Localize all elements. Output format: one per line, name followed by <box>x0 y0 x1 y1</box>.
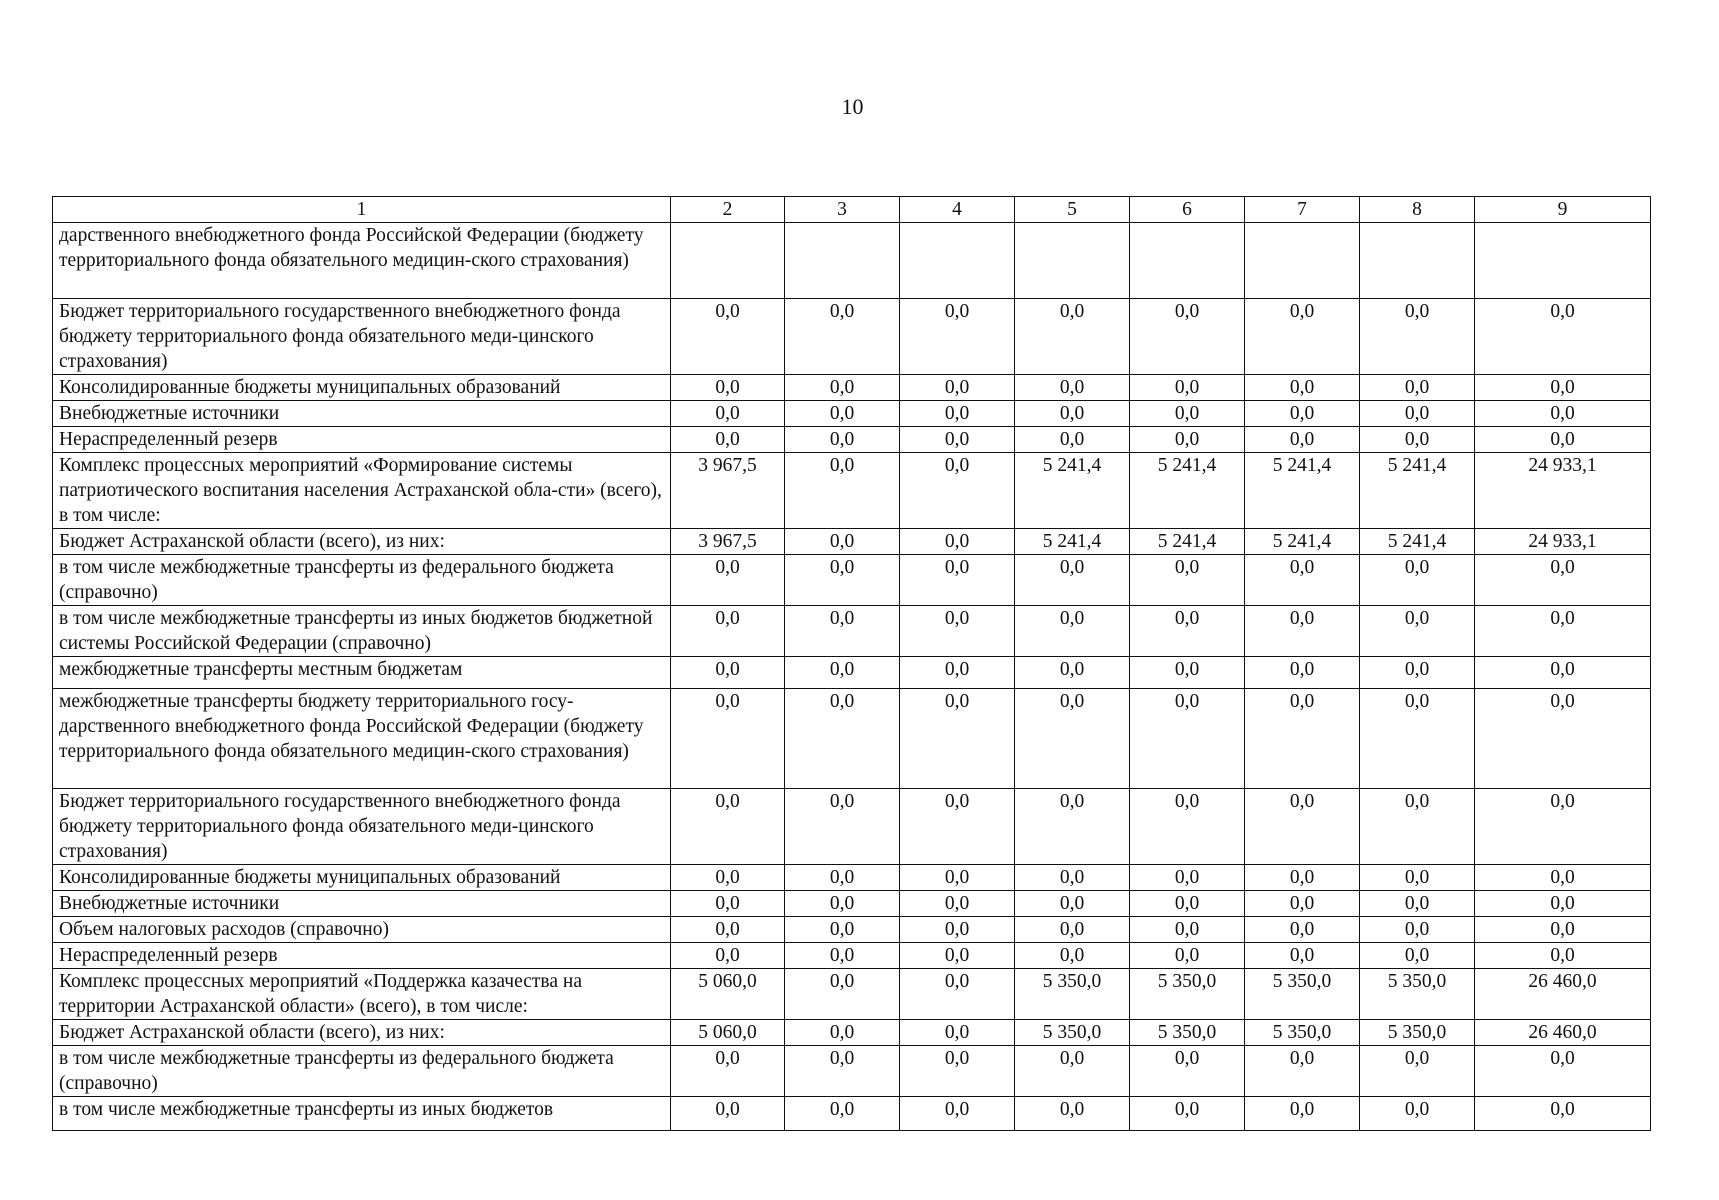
table-cell: 5 241,4 <box>1015 529 1130 555</box>
table-row <box>53 555 1651 606</box>
table-cell: 0,0 <box>671 789 785 865</box>
column-header: 5 <box>1015 197 1130 223</box>
table-cell: 0,0 <box>1015 789 1130 865</box>
table-cell: 0,0 <box>671 427 785 453</box>
row-label: в том числе межбюджетные трансферты из федерального бюджета (справочно) <box>53 555 671 606</box>
table-cell: 0,0 <box>785 1046 900 1097</box>
table-cell: 0,0 <box>1475 1097 1651 1131</box>
table-row <box>53 401 1651 427</box>
row-label: Комплекс процессных мероприятий «Поддержка казачества на территории Астраханской области» (всего), в том числе: <box>53 969 671 1020</box>
table-cell: 0,0 <box>785 969 900 1020</box>
table-cell: 0,0 <box>785 606 900 657</box>
page-number: 10 <box>841 94 864 119</box>
row-label: Объем налоговых расходов (справочно) <box>53 917 671 943</box>
table-cell: 0,0 <box>1475 401 1651 427</box>
table-cell: 0,0 <box>671 917 785 943</box>
table-cell: 5 350,0 <box>1245 1020 1360 1046</box>
table-cell <box>785 223 900 299</box>
table-cell: 0,0 <box>1475 689 1651 789</box>
table-cell: 0,0 <box>1245 1097 1360 1131</box>
table-cell: 0,0 <box>1360 917 1475 943</box>
table-cell: 5 241,4 <box>1360 529 1475 555</box>
table-cell: 0,0 <box>785 789 900 865</box>
column-header: 6 <box>1130 197 1245 223</box>
table-cell: 0,0 <box>1015 606 1130 657</box>
table-cell: 0,0 <box>900 891 1015 917</box>
table-cell: 3 967,5 <box>671 529 785 555</box>
table-cell: 0,0 <box>671 401 785 427</box>
column-header: 4 <box>900 197 1015 223</box>
table-cell: 0,0 <box>1360 789 1475 865</box>
table-cell: 5 060,0 <box>671 1020 785 1046</box>
table-cell: 0,0 <box>1360 1046 1475 1097</box>
row-label: Консолидированные бюджеты муниципальных образований <box>53 375 671 401</box>
table-cell: 0,0 <box>1245 299 1360 375</box>
table-cell: 0,0 <box>671 891 785 917</box>
table-cell: 0,0 <box>1130 657 1245 689</box>
table-cell: 5 241,4 <box>1130 453 1245 529</box>
table-cell: 0,0 <box>1015 891 1130 917</box>
table-cell: 0,0 <box>785 891 900 917</box>
table-cell: 0,0 <box>1130 865 1245 891</box>
table-cell: 0,0 <box>671 657 785 689</box>
table-row <box>53 299 1651 375</box>
table-row <box>53 789 1651 865</box>
table-row <box>53 1097 1651 1131</box>
table-cell: 5 241,4 <box>1130 529 1245 555</box>
table-cell: 0,0 <box>1360 299 1475 375</box>
table-row <box>53 865 1651 891</box>
column-header: 7 <box>1245 197 1360 223</box>
table-cell: 0,0 <box>900 943 1015 969</box>
table-cell: 0,0 <box>785 943 900 969</box>
table-cell: 5 350,0 <box>1015 1020 1130 1046</box>
table-row <box>53 1020 1651 1046</box>
table-header-row <box>53 197 1651 223</box>
table-cell: 0,0 <box>1015 1097 1130 1131</box>
table-cell: 0,0 <box>1475 375 1651 401</box>
row-label: Нераспределенный резерв <box>53 943 671 969</box>
table-row <box>53 657 1651 689</box>
table-cell: 0,0 <box>785 1020 900 1046</box>
table-cell: 0,0 <box>900 1097 1015 1131</box>
table-cell: 0,0 <box>900 427 1015 453</box>
row-label: Бюджет Астраханской области (всего), из них: <box>53 1020 671 1046</box>
table-cell: 0,0 <box>1130 789 1245 865</box>
table-cell: 0,0 <box>785 529 900 555</box>
table-body <box>53 197 1651 1131</box>
table-cell: 0,0 <box>900 529 1015 555</box>
table-cell: 5 241,4 <box>1245 529 1360 555</box>
table-cell: 0,0 <box>1130 401 1245 427</box>
table-cell: 0,0 <box>1245 865 1360 891</box>
table-cell: 0,0 <box>1475 943 1651 969</box>
table-row <box>53 223 1651 299</box>
table-cell: 0,0 <box>785 555 900 606</box>
table-row <box>53 943 1651 969</box>
table-cell: 0,0 <box>1130 891 1245 917</box>
table-cell: 5 350,0 <box>1360 1020 1475 1046</box>
table-cell <box>900 223 1015 299</box>
table-cell: 0,0 <box>1360 1097 1475 1131</box>
row-label: Внебюджетные источники <box>53 401 671 427</box>
table-cell: 0,0 <box>1245 657 1360 689</box>
table-cell: 0,0 <box>785 375 900 401</box>
table-cell: 0,0 <box>1360 689 1475 789</box>
table-cell: 0,0 <box>900 453 1015 529</box>
row-label: межбюджетные трансферты местным бюджетам <box>53 657 671 689</box>
table-cell: 0,0 <box>1015 943 1130 969</box>
table-cell: 0,0 <box>1245 401 1360 427</box>
table-cell: 0,0 <box>785 917 900 943</box>
table-cell: 0,0 <box>1245 555 1360 606</box>
table-cell: 0,0 <box>1245 917 1360 943</box>
table-cell: 0,0 <box>671 1046 785 1097</box>
table-cell: 5 060,0 <box>671 969 785 1020</box>
row-label: Комплекс процессных мероприятий «Формирование системы патриотического воспитания населения Астраханской обла-сти» (всего), в том числе: <box>53 453 671 529</box>
table-cell: 0,0 <box>1130 1097 1245 1131</box>
table-cell: 0,0 <box>1130 606 1245 657</box>
table-cell: 0,0 <box>1015 917 1130 943</box>
table-cell: 0,0 <box>1015 427 1130 453</box>
table-cell: 0,0 <box>1475 555 1651 606</box>
table-cell: 0,0 <box>1245 943 1360 969</box>
table-row <box>53 427 1651 453</box>
table-cell <box>1475 223 1651 299</box>
table-cell: 0,0 <box>900 299 1015 375</box>
table-cell: 0,0 <box>671 865 785 891</box>
table-cell: 0,0 <box>900 689 1015 789</box>
table-cell: 0,0 <box>1130 1046 1245 1097</box>
row-label: межбюджетные трансферты бюджету территориального госу-дарственного внебюджетного фонда Российской Федерации (бюджету территориального фонда обязательного медицин-ского страхования) <box>53 689 671 789</box>
table-cell: 0,0 <box>671 689 785 789</box>
row-label: в том числе межбюджетные трансферты из федерального бюджета (справочно) <box>53 1046 671 1097</box>
table-cell: 5 241,4 <box>1245 453 1360 529</box>
table-cell: 0,0 <box>1130 375 1245 401</box>
table-cell: 0,0 <box>900 789 1015 865</box>
table-cell: 0,0 <box>1360 606 1475 657</box>
table-cell: 5 350,0 <box>1360 969 1475 1020</box>
table-cell: 0,0 <box>1360 555 1475 606</box>
table-cell: 0,0 <box>671 299 785 375</box>
table-cell: 0,0 <box>900 865 1015 891</box>
table-cell: 0,0 <box>1015 1046 1130 1097</box>
table-cell <box>1130 223 1245 299</box>
table-cell: 0,0 <box>785 865 900 891</box>
table-row <box>53 969 1651 1020</box>
table-cell: 0,0 <box>1245 1046 1360 1097</box>
table-cell: 0,0 <box>1360 891 1475 917</box>
table-cell: 0,0 <box>785 689 900 789</box>
table-cell: 0,0 <box>671 606 785 657</box>
table-cell: 0,0 <box>1015 401 1130 427</box>
column-header: 9 <box>1475 197 1651 223</box>
table-cell: 0,0 <box>785 453 900 529</box>
table-cell: 0,0 <box>900 969 1015 1020</box>
table-cell: 0,0 <box>1360 865 1475 891</box>
budget-table <box>52 196 1651 1131</box>
table-cell: 0,0 <box>785 401 900 427</box>
table-cell: 0,0 <box>1015 689 1130 789</box>
table-cell: 0,0 <box>1130 427 1245 453</box>
table-row <box>53 529 1651 555</box>
row-label: Нераспределенный резерв <box>53 427 671 453</box>
table-cell: 5 350,0 <box>1130 1020 1245 1046</box>
table-cell: 0,0 <box>1475 1046 1651 1097</box>
table-cell: 0,0 <box>671 555 785 606</box>
table-cell: 0,0 <box>671 943 785 969</box>
table-cell: 0,0 <box>1130 555 1245 606</box>
table-cell: 0,0 <box>1245 427 1360 453</box>
table-cell: 0,0 <box>1360 657 1475 689</box>
table-cell: 0,0 <box>1245 891 1360 917</box>
table-cell: 5 350,0 <box>1245 969 1360 1020</box>
table-cell <box>1360 223 1475 299</box>
table-cell: 0,0 <box>1475 865 1651 891</box>
table-cell: 0,0 <box>1015 375 1130 401</box>
table-cell: 0,0 <box>1015 657 1130 689</box>
table-cell: 0,0 <box>1475 427 1651 453</box>
table-row <box>53 375 1651 401</box>
table-cell: 3 967,5 <box>671 453 785 529</box>
row-label: Бюджет территориального государственного внебюджетного фонда бюджету территориального фонда обязательного меди-цинского страхования) <box>53 789 671 865</box>
table-cell: 0,0 <box>1015 299 1130 375</box>
table-row <box>53 917 1651 943</box>
table-cell: 26 460,0 <box>1475 969 1651 1020</box>
table-cell: 0,0 <box>1245 789 1360 865</box>
table-cell: 0,0 <box>785 1097 900 1131</box>
table-cell: 0,0 <box>1360 943 1475 969</box>
table-cell <box>1015 223 1130 299</box>
table-cell: 0,0 <box>1475 657 1651 689</box>
table-cell: 0,0 <box>900 606 1015 657</box>
table-cell: 0,0 <box>785 299 900 375</box>
table-cell: 0,0 <box>900 1020 1015 1046</box>
row-label: Внебюджетные источники <box>53 891 671 917</box>
table-cell: 5 241,4 <box>1360 453 1475 529</box>
table-cell <box>1245 223 1360 299</box>
row-label: в том числе межбюджетные трансферты из иных бюджетов бюджетной системы Российской Федерации (справочно) <box>53 606 671 657</box>
table-cell: 0,0 <box>900 657 1015 689</box>
table-cell: 26 460,0 <box>1475 1020 1651 1046</box>
row-label: Консолидированные бюджеты муниципальных образований <box>53 865 671 891</box>
table-cell: 5 350,0 <box>1130 969 1245 1020</box>
table-cell: 0,0 <box>1130 689 1245 789</box>
table-cell: 0,0 <box>1475 606 1651 657</box>
table-cell: 0,0 <box>900 555 1015 606</box>
table-cell: 0,0 <box>900 401 1015 427</box>
table-row <box>53 1046 1651 1097</box>
table-cell: 0,0 <box>1245 689 1360 789</box>
column-header: 3 <box>785 197 900 223</box>
table-cell: 5 241,4 <box>1015 453 1130 529</box>
column-header: 1 <box>53 197 671 223</box>
table-cell: 0,0 <box>1475 891 1651 917</box>
column-header: 8 <box>1360 197 1475 223</box>
table-cell <box>671 223 785 299</box>
column-header: 2 <box>671 197 785 223</box>
table-cell: 24 933,1 <box>1475 529 1651 555</box>
table-cell: 0,0 <box>1360 427 1475 453</box>
table-cell: 0,0 <box>785 427 900 453</box>
table-row <box>53 606 1651 657</box>
table-cell: 0,0 <box>1245 606 1360 657</box>
table-cell: 0,0 <box>1475 917 1651 943</box>
table-cell: 0,0 <box>671 375 785 401</box>
table-cell: 0,0 <box>785 657 900 689</box>
table-cell: 0,0 <box>900 1046 1015 1097</box>
table-cell: 0,0 <box>671 1097 785 1131</box>
table-cell: 0,0 <box>1130 943 1245 969</box>
row-label: в том числе межбюджетные трансферты из иных бюджетов <box>53 1097 671 1131</box>
table-cell: 24 933,1 <box>1475 453 1651 529</box>
table-cell: 0,0 <box>1360 375 1475 401</box>
table-cell: 0,0 <box>1015 865 1130 891</box>
table-cell: 0,0 <box>1475 299 1651 375</box>
table-row <box>53 453 1651 529</box>
table-cell: 0,0 <box>1130 917 1245 943</box>
table-cell: 0,0 <box>1475 789 1651 865</box>
table-cell: 0,0 <box>900 375 1015 401</box>
row-label: Бюджет территориального государственного внебюджетного фонда бюджету территориального фонда обязательного меди-цинского страхования) <box>53 299 671 375</box>
table-cell: 0,0 <box>900 917 1015 943</box>
table-row <box>53 891 1651 917</box>
table-cell: 0,0 <box>1130 299 1245 375</box>
table-cell: 0,0 <box>1360 401 1475 427</box>
table-row <box>53 689 1651 789</box>
row-label: дарственного внебюджетного фонда Российской Федерации (бюджету территориального фонда обязательного медицин-ского страхования) <box>53 223 671 299</box>
table-cell: 5 350,0 <box>1015 969 1130 1020</box>
table-cell: 0,0 <box>1245 375 1360 401</box>
table-cell: 0,0 <box>1015 555 1130 606</box>
row-label: Бюджет Астраханской области (всего), из них: <box>53 529 671 555</box>
